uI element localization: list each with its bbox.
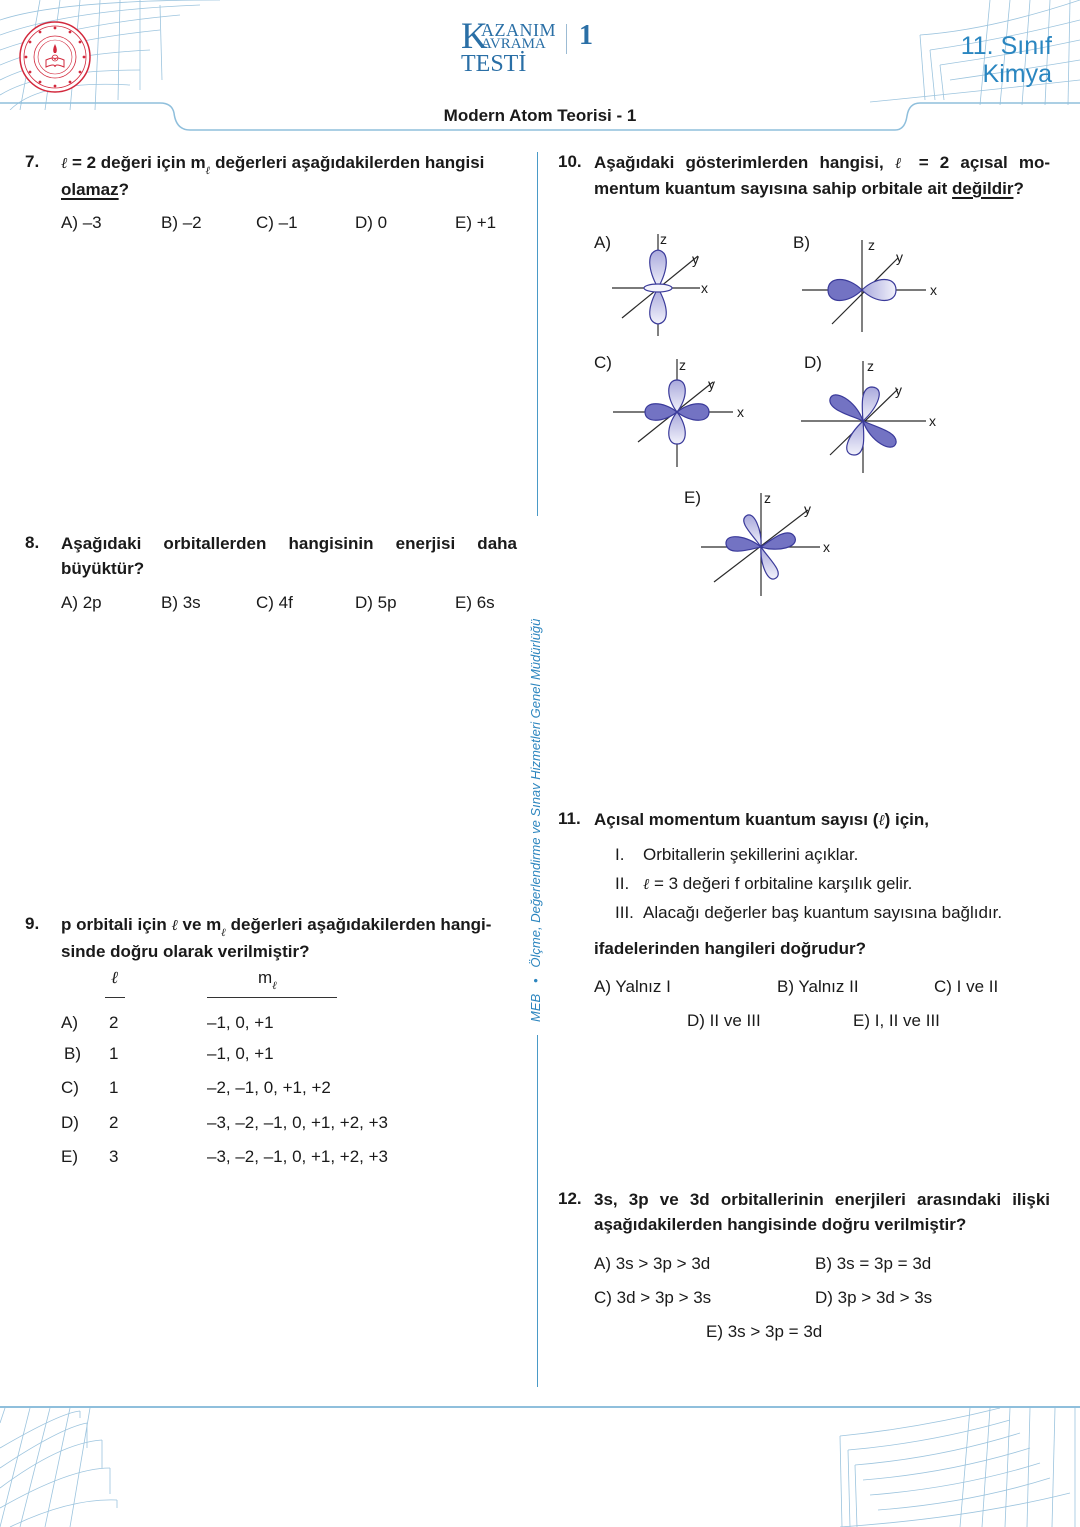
- emphasis-underlined: değildir: [952, 179, 1014, 198]
- orbital-px-diagram: [798, 236, 948, 336]
- decorative-wave-pattern-bottom-right: [820, 1408, 1080, 1527]
- option-c[interactable]: C) I ve II: [934, 977, 999, 996]
- svg-text:z: z: [868, 237, 875, 253]
- option-d[interactable]: D) 5p: [355, 593, 397, 612]
- question-number: 8.: [25, 533, 40, 552]
- emphasis-underlined: olamaz: [61, 180, 119, 199]
- orbital-dxz-diagram: [610, 355, 760, 470]
- svg-text:x: x: [823, 539, 830, 555]
- svg-text:y: y: [692, 251, 699, 267]
- subject-label: Kimya: [982, 60, 1052, 88]
- test-number: 1: [579, 20, 593, 51]
- publisher-bullet: •: [528, 978, 543, 983]
- option-a[interactable]: A) Yalnız I: [594, 977, 671, 996]
- orbital-dz2-diagram: [610, 230, 720, 340]
- svg-text:z: z: [679, 357, 686, 373]
- orbital-d-tilted-diagram-e: [698, 490, 848, 600]
- question-prompt: ifadelerinden hangileri doğrudur?: [594, 939, 867, 958]
- option-b[interactable]: B) 3s = 3p = 3d: [815, 1254, 932, 1273]
- table-header-ell-rule: [105, 997, 125, 998]
- table-header-m: $m_\ell$: [258, 968, 277, 992]
- publisher-dept: Ölçme, Değerlendirme ve Sınav Hizmetleri Genel Müdürlüğü: [528, 618, 543, 968]
- question-number: 10.: [558, 152, 582, 171]
- question-stem: Aşağıdaki gösterimlerden hangisi, ℓ = 2 açısal mo- mentum kuantum sayısına sahip orbitale ait değildir?: [594, 153, 1050, 198]
- svg-text:x: x: [737, 404, 744, 420]
- question-stem: Açısal momentum kuantum sayısı (ℓ) için,: [594, 810, 930, 829]
- option-d[interactable]: D) 3p > 3d > 3s: [815, 1288, 933, 1307]
- option-e[interactable]: E) I, II ve III: [853, 1011, 940, 1030]
- column-divider-top: [537, 152, 538, 516]
- option-b[interactable]: B) 3s: [161, 593, 201, 612]
- page-title: Modern Atom Teorisi - 1: [443, 106, 637, 125]
- option-c[interactable]: C) 3d > 3p > 3s: [594, 1288, 712, 1307]
- decorative-wave-pattern-bottom-left: [0, 1408, 250, 1527]
- question-number: 7.: [25, 152, 40, 171]
- option-b[interactable]: B) –2: [161, 213, 202, 232]
- footer-rule: [0, 1406, 1080, 1408]
- option-e[interactable]: E) +1: [455, 213, 497, 232]
- svg-text:y: y: [896, 249, 903, 265]
- option-c[interactable]: C) 4f: [256, 593, 293, 612]
- option-b[interactable]: B) Yalnız II: [777, 977, 859, 996]
- question-number: 11.: [558, 809, 581, 828]
- grade-label: 11. Sınıf: [960, 32, 1052, 60]
- svg-text:z: z: [867, 358, 874, 374]
- option-a[interactable]: A) –3: [61, 213, 102, 232]
- orbital-d-tilted-diagram-d: [798, 355, 948, 475]
- publisher-org: MEB: [528, 993, 543, 1022]
- svg-text:y: y: [895, 382, 902, 398]
- logo-line2: AVRAMA: [481, 36, 546, 52]
- logo-line1: AZANIM: [481, 20, 556, 40]
- question-stem: Aşağıdaki orbitallerden hangisinin enerjisi daha büyüktür?: [61, 534, 517, 578]
- question-stem: 3s, 3p ve 3d orbitallerinin enerjileri arasındaki ilişki aşağıdakilerden hangisinde doğru verilmiştir?: [594, 1190, 1050, 1234]
- logo-divider: [566, 24, 567, 54]
- question-number: 12.: [558, 1189, 582, 1208]
- logo-line3: TESTİ: [461, 51, 527, 77]
- logo-big-k: K: [461, 16, 488, 57]
- svg-text:y: y: [804, 501, 811, 517]
- option-d[interactable]: D) 0: [355, 213, 388, 232]
- table-header-m-rule: [207, 997, 337, 998]
- svg-text:x: x: [701, 280, 708, 296]
- option-e[interactable]: E) 3s > 3p = 3d: [706, 1322, 823, 1341]
- option-a[interactable]: A) 2p: [61, 593, 102, 612]
- publisher-vertical-text: [528, 619, 543, 1022]
- svg-text:z: z: [764, 490, 771, 506]
- question-stem: p orbitali için ℓ ve $m_\ell$ değerleri aşağıdakilerden hangi- sinde doğru olarak verilmiştir?: [61, 915, 492, 961]
- question-stem: ℓ = 2 değeri için $m_\ell$ değerleri aşağıdakilerden hangisi olamaz?: [61, 153, 485, 199]
- option-a[interactable]: A) 3s > 3p > 3d: [594, 1254, 711, 1273]
- svg-text:x: x: [929, 413, 936, 429]
- option-d[interactable]: D) II ve III: [687, 1011, 761, 1030]
- svg-text:z: z: [660, 231, 667, 247]
- option-e[interactable]: E) 6s: [455, 593, 495, 612]
- option-c[interactable]: C) –1: [256, 213, 298, 232]
- svg-text:y: y: [708, 376, 715, 392]
- meb-seal-icon: [18, 20, 92, 94]
- svg-text:x: x: [930, 282, 937, 298]
- question-number: 9.: [25, 914, 40, 933]
- column-divider-bottom: [537, 1035, 538, 1387]
- table-header-ell: ℓ: [111, 968, 119, 988]
